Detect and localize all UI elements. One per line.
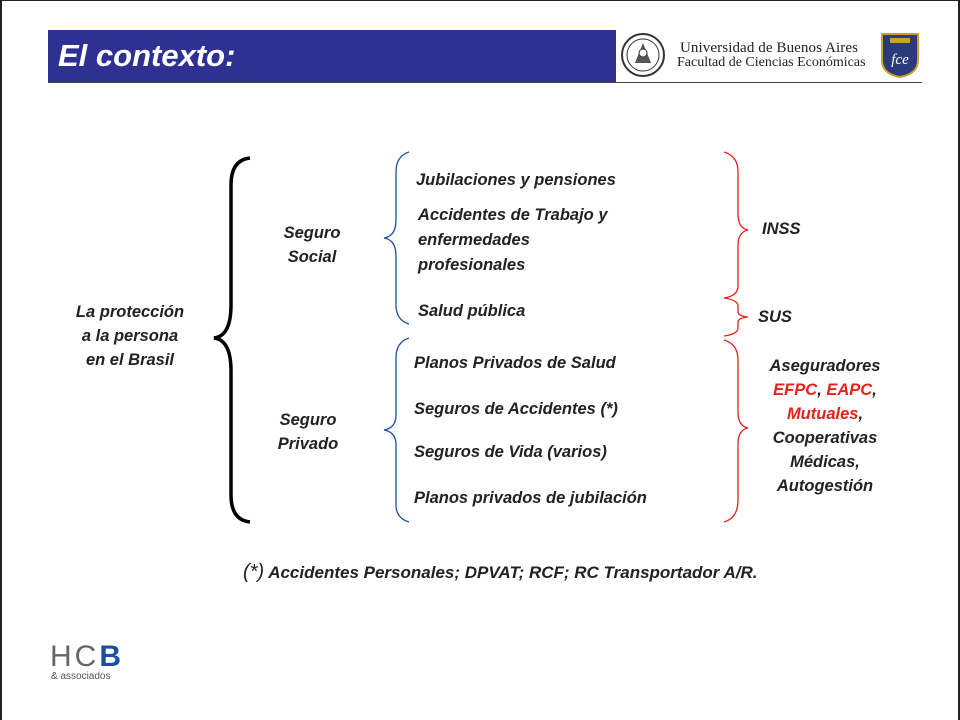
accidentes-line-1: Accidentes de Trabajo y bbox=[418, 206, 608, 224]
item-seguros-accidentes: Seguros de Accidentes (*) bbox=[414, 400, 618, 418]
privado-bracket bbox=[384, 338, 409, 522]
item-planos-jubilacion: Planos privados de jubilación bbox=[414, 489, 647, 507]
hcb-logo-hc: HC bbox=[50, 640, 100, 673]
university-name: Universidad de Buenos Aires bbox=[680, 40, 859, 56]
provider-aseguradores-block bbox=[745, 354, 905, 498]
comma-3: , bbox=[858, 405, 864, 423]
aseguradores-line: Aseguradores bbox=[769, 357, 881, 375]
cooperativas-line: Cooperativas bbox=[772, 429, 878, 447]
inss-bracket bbox=[724, 152, 748, 298]
seguro-privado-label bbox=[258, 408, 358, 456]
mutuales-label: Mutuales bbox=[786, 405, 859, 423]
efpc-label: EFPC bbox=[773, 381, 818, 399]
provider-inss: INSS bbox=[762, 220, 801, 238]
root-line-1: La protección bbox=[75, 303, 185, 321]
hcb-logo-subtitle: & associados bbox=[51, 671, 111, 682]
comma-1: , bbox=[817, 381, 822, 399]
item-seguros-vida: Seguros de Vida (varios) bbox=[414, 443, 607, 461]
faculty-name: Facultad de Ciencias Económicas bbox=[677, 55, 866, 70]
root-bracket bbox=[214, 158, 250, 522]
efpc-eapc-line bbox=[745, 378, 905, 402]
accidentes-line-2: enfermedades bbox=[418, 231, 530, 249]
root-line-2: a la persona bbox=[81, 327, 179, 345]
eapc-label: EAPC bbox=[826, 381, 873, 399]
slide-title: El contexto: bbox=[58, 38, 236, 73]
seguro-privado-line-2: Privado bbox=[277, 435, 339, 453]
fce-logo-text: fce bbox=[891, 52, 909, 68]
comma-2: , bbox=[872, 381, 877, 399]
seguro-social-line-1: Seguro bbox=[283, 224, 341, 242]
social-bracket bbox=[384, 152, 409, 324]
item-jubilaciones: Jubilaciones y pensiones bbox=[416, 171, 616, 189]
root-line-3: en el Brasil bbox=[85, 351, 175, 369]
hcb-logo-b: B bbox=[99, 640, 125, 673]
item-planos-salud: Planos Privados de Salud bbox=[414, 354, 616, 372]
footnote-text: Accidentes Personales; DPVAT; RCF; RC Transportador A/R. bbox=[268, 563, 758, 582]
medicas-line: Médicas, bbox=[790, 453, 860, 471]
autogestion-line: Autogestión bbox=[776, 477, 874, 495]
root-label bbox=[50, 300, 210, 372]
provider-sus: SUS bbox=[758, 308, 792, 326]
hcb-logo bbox=[50, 640, 124, 674]
seguro-social-label bbox=[262, 221, 362, 269]
item-accidentes-trabajo bbox=[418, 203, 608, 278]
hcb-logo-text bbox=[50, 640, 124, 673]
seguro-social-line-2: Social bbox=[287, 248, 337, 266]
sus-bracket bbox=[724, 298, 748, 336]
footnote bbox=[243, 560, 758, 585]
footnote-marker: (*) bbox=[243, 561, 265, 583]
accidentes-line-3: profesionales bbox=[418, 256, 526, 274]
seguro-privado-line-1: Seguro bbox=[279, 411, 337, 429]
item-salud-publica: Salud pública bbox=[418, 302, 526, 320]
mutuales-line bbox=[745, 402, 905, 426]
